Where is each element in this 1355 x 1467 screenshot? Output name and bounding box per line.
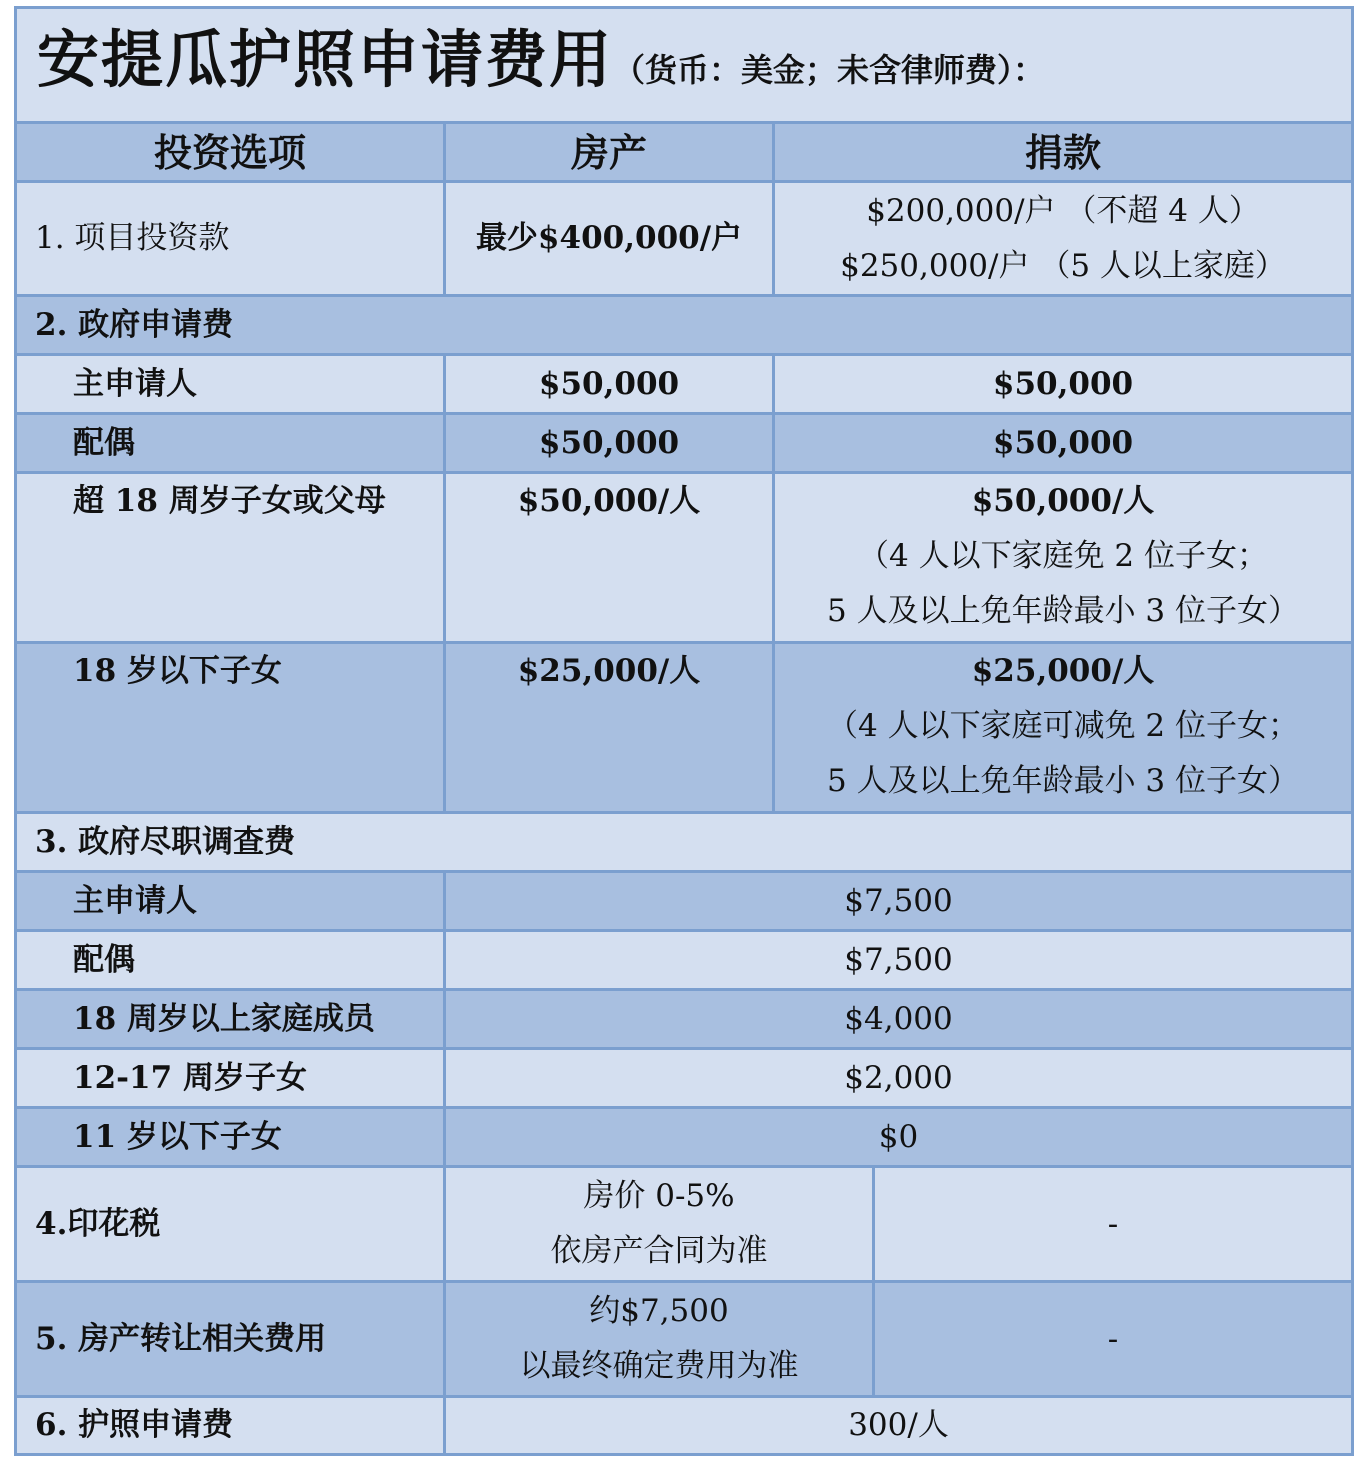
due-diligence-label: 配偶: [16, 931, 445, 990]
stamp-duty-property: [445, 1167, 874, 1282]
gov-fee-property: $50,000: [445, 355, 774, 414]
due-diligence-value: $0: [445, 1108, 1353, 1167]
gov-fee-donation: $50,000: [774, 355, 1353, 414]
due-diligence-value: $2,000: [445, 1049, 1353, 1108]
due-diligence-row: [16, 990, 1353, 1049]
gov-fee-section-label: 2. 政府申请费: [16, 296, 1353, 355]
transfer-donation: -: [874, 1282, 1353, 1397]
gov-fee-section-row: [16, 296, 1353, 355]
investment-label: 1. 项目投资款: [16, 182, 445, 296]
due-diligence-label: 12-17 周岁子女: [16, 1049, 445, 1108]
title-cell: [16, 8, 1353, 123]
gov-fee-property: $25,000/人: [445, 643, 774, 813]
gov-fee-donation: $50,000: [774, 414, 1353, 473]
transfer-property: [445, 1282, 874, 1397]
due-diligence-section-row: [16, 813, 1353, 872]
gov-fee-label: 超 18 周岁子女或父母: [16, 473, 445, 643]
gov-fee-donation-amount: $25,000/人: [971, 653, 1155, 689]
gov-fee-row: [16, 643, 1353, 813]
fee-table-container: [14, 6, 1351, 1456]
gov-fee-row: [16, 414, 1353, 473]
passport-row: [16, 1397, 1353, 1455]
page-title: 安提瓜护照申请费用: [37, 22, 614, 96]
investment-row: [16, 182, 1353, 296]
due-diligence-row: [16, 872, 1353, 931]
gov-fee-donation-amount: $50,000/人: [971, 483, 1155, 519]
gov-fee-donation-note: （4 人以下家庭可减免 2 位子女；: [827, 708, 1300, 744]
title-row: [16, 8, 1353, 123]
investment-property: 最少$400,000/户: [445, 182, 774, 296]
gov-fee-donation: [774, 643, 1353, 813]
stamp-duty-label: 4.印花税: [16, 1167, 445, 1282]
gov-fee-donation-note: （4 人以下家庭免 2 位子女；: [858, 538, 1269, 574]
due-diligence-label: 11 岁以下子女: [16, 1108, 445, 1167]
due-diligence-value: $7,500: [445, 872, 1353, 931]
stamp-duty-property-line2: 依房产合同为准: [550, 1233, 768, 1269]
investment-donation: [774, 182, 1353, 296]
header-donation: 捐款: [774, 123, 1353, 182]
due-diligence-row: [16, 1049, 1353, 1108]
investment-donation-line2: $250,000/户 （5 人以上家庭）: [840, 247, 1286, 284]
gov-fee-donation-note: 5 人及以上免年龄最小 3 位子女）: [827, 763, 1300, 799]
due-diligence-value: $4,000: [445, 990, 1353, 1049]
gov-fee-label: 主申请人: [16, 355, 445, 414]
passport-value: 300/人: [445, 1397, 1353, 1455]
gov-fee-property: $50,000/人: [445, 473, 774, 643]
due-diligence-section-label: 3. 政府尽职调查费: [16, 813, 1353, 872]
transfer-label: 5. 房产转让相关费用: [16, 1282, 445, 1397]
gov-fee-row: [16, 473, 1353, 643]
header-property: 房产: [445, 123, 774, 182]
header-investment-option: 投资选项: [16, 123, 445, 182]
gov-fee-label: 配偶: [16, 414, 445, 473]
gov-fee-donation: [774, 473, 1353, 643]
page-subtitle: （货币：美金；未含律师费）：: [613, 50, 1046, 89]
due-diligence-row: [16, 1108, 1353, 1167]
header-row: [16, 123, 1353, 182]
investment-donation-line1: $200,000/户 （不超 4 人）: [866, 192, 1260, 229]
transfer-property-line1: 约$7,500: [589, 1293, 729, 1329]
gov-fee-property: $50,000: [445, 414, 774, 473]
stamp-duty-row: [16, 1167, 1353, 1282]
stamp-duty-donation: -: [874, 1167, 1353, 1282]
due-diligence-row: [16, 931, 1353, 990]
gov-fee-donation-note: 5 人及以上免年龄最小 3 位子女）: [827, 593, 1300, 629]
due-diligence-label: 18 周岁以上家庭成员: [16, 990, 445, 1049]
stamp-duty-property-line1: 房价 0-5%: [583, 1178, 735, 1214]
passport-label: 6. 护照申请费: [16, 1397, 445, 1455]
due-diligence-value: $7,500: [445, 931, 1353, 990]
due-diligence-label: 主申请人: [16, 872, 445, 931]
gov-fee-label: 18 岁以下子女: [16, 643, 445, 813]
transfer-property-line2: 以最终确定费用为准: [519, 1348, 799, 1384]
fee-table: [14, 6, 1354, 1456]
transfer-row: [16, 1282, 1353, 1397]
gov-fee-row: [16, 355, 1353, 414]
